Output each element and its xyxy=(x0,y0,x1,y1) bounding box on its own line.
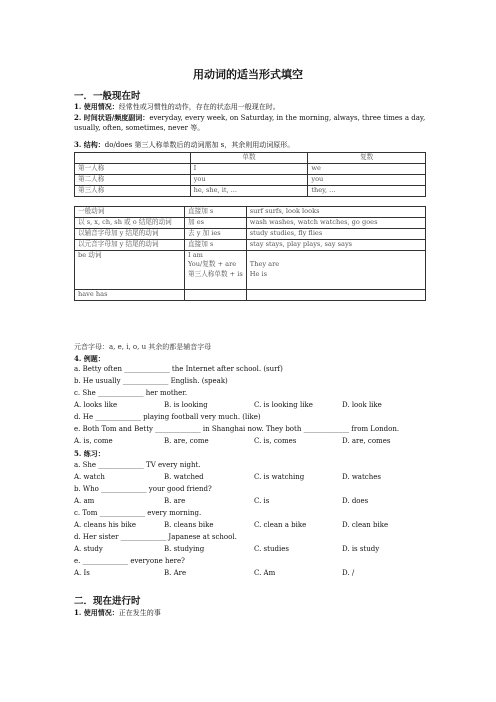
adverb-label: 2. 时间状语/频度副词： xyxy=(74,113,150,122)
table-cell: be 动词 xyxy=(75,251,185,290)
question-line: a. Betty often _____________ the Internet after school. (surf) xyxy=(74,365,283,373)
option-c: C. is watching xyxy=(254,473,305,481)
practice-heading: 5. 练习： xyxy=(74,449,105,458)
option-a: A. is, come xyxy=(74,437,113,445)
table-cell: 去 y 加 ies xyxy=(185,229,247,240)
verb-form-table xyxy=(74,206,426,301)
header-cell xyxy=(75,153,191,164)
section-2-usage-text: 正在发生的事 xyxy=(118,609,161,617)
option-a: A. am xyxy=(74,497,95,505)
option-b: B. are, come xyxy=(164,437,209,445)
question-line: d. He _____________ playing football very much. (like) xyxy=(74,413,261,421)
cell-line xyxy=(250,251,422,260)
cell-line: They are xyxy=(249,260,280,269)
table-row-be xyxy=(75,251,426,290)
table-cell: 加 es xyxy=(185,218,247,229)
structure-text: do/does 第三人称单数后的动词需加 s，其余则用动词原形。 xyxy=(104,141,295,149)
option-b: B. are xyxy=(164,497,186,505)
table-cell: 以 s, x, ch, sh 或 o 结尾的动词 xyxy=(75,218,185,229)
table-cell: 直接加 s xyxy=(185,240,247,251)
question-line: c. Tom _____________ every morning. xyxy=(74,509,202,517)
table-cell: 以辅音字母加 y 结尾的动词 xyxy=(75,229,185,240)
option-c: C. clean a bike xyxy=(254,521,307,529)
structure-label: 3. 结构： xyxy=(74,140,105,149)
table-cell: 直接加 s xyxy=(185,207,247,218)
option-d: D. watches xyxy=(342,473,381,481)
adverb-text: everyday, every week, on Saturday, in the morning, always, three times a day, usually, often, sometimes, never 等。 xyxy=(74,114,426,132)
section-2-heading: 二．现在进行时 xyxy=(74,596,141,607)
table-cell xyxy=(185,290,247,301)
table-cell: 第三人称 xyxy=(75,186,191,197)
option-b: B. studying xyxy=(164,545,205,553)
table-cell: stay stays, play plays, say says xyxy=(246,240,425,251)
table-cell xyxy=(185,251,247,290)
table-cell: they, ... xyxy=(308,186,426,197)
table-row xyxy=(75,229,426,240)
option-a: A. study xyxy=(74,545,103,553)
structure-line xyxy=(74,140,294,150)
cell-line: 第三人称单数 + is xyxy=(188,269,243,278)
adverb-paragraph xyxy=(74,113,426,133)
option-c: C. is looking like xyxy=(254,401,313,409)
table-row xyxy=(75,207,426,218)
table-row xyxy=(75,218,426,229)
option-b: B. cleans bike xyxy=(164,521,214,529)
table-cell: we xyxy=(308,164,426,175)
option-b: B. Are xyxy=(164,569,187,577)
usage-label: 1. 使用情况： xyxy=(74,102,119,111)
table-row xyxy=(75,175,426,186)
option-a: A. Is xyxy=(74,569,90,577)
table-row xyxy=(75,186,426,197)
question-line: c. She _____________ her mother. xyxy=(74,389,188,397)
table-cell xyxy=(246,290,425,301)
table-cell: 以元音字母加 y 结尾的动词 xyxy=(75,240,185,251)
table-cell: 一般动词 xyxy=(75,207,185,218)
option-a: A. watch xyxy=(74,473,105,481)
person-table xyxy=(74,152,426,197)
table-row xyxy=(75,240,426,251)
question-line: b. He usually _____________ English. (speak) xyxy=(74,377,228,385)
option-c: C. Am xyxy=(254,569,276,577)
option-d: D. / xyxy=(342,569,355,577)
option-c: C. studies xyxy=(254,545,289,553)
option-d: D. look like xyxy=(342,401,382,409)
person-table-header xyxy=(75,153,426,164)
usage-text: 经常性或习惯性的动作，存在的状态用一般现在时。 xyxy=(118,103,280,111)
question-line: a. She _____________ TV every night. xyxy=(74,461,201,469)
option-c: C. is xyxy=(254,497,270,505)
question-line: e. Both Tom and Betty _____________ in Shanghai now. They both _____________ from London. xyxy=(74,425,400,433)
option-c: C. is, comes xyxy=(254,437,297,445)
cell-line: You/复数 + are xyxy=(188,260,237,269)
option-d: D. does xyxy=(342,497,369,505)
option-b: B. is looking xyxy=(164,401,208,409)
vowel-note: 元音字母：a, e, i, o, u 其余的都是辅音字母 xyxy=(74,343,212,351)
table-cell xyxy=(246,251,425,290)
section-2-usage-label: 1. 使用情况： xyxy=(74,608,119,617)
option-a: A. looks like xyxy=(74,401,118,409)
option-a: A. cleans his bike xyxy=(74,521,136,529)
header-cell: 复数 xyxy=(308,153,426,164)
option-d: D. is study xyxy=(342,545,380,553)
document-title: 用动词的适当形式填空 xyxy=(193,68,303,81)
option-d: D. are, comes xyxy=(342,437,391,445)
table-cell: 第一人称 xyxy=(75,164,191,175)
section-2-usage-line xyxy=(74,608,161,618)
table-cell: you xyxy=(308,175,426,186)
cell-line: I am xyxy=(188,251,203,259)
table-cell: study studies, fly flies xyxy=(246,229,425,240)
option-b: B. watched xyxy=(164,473,204,481)
header-cell: 单数 xyxy=(190,153,308,164)
table-cell: wash washes, watch watches, go goes xyxy=(246,218,425,229)
cell-line: He is xyxy=(249,269,268,278)
table-cell: have has xyxy=(75,290,185,301)
question-line: e. _____________ everyone here? xyxy=(74,557,185,565)
table-cell: I xyxy=(190,164,308,175)
option-d: D. clean bike xyxy=(342,521,389,529)
question-line: d. Her sister _____________ Japanese at school. xyxy=(74,533,237,541)
table-cell: surf surfs, look looks xyxy=(246,207,425,218)
table-cell: he, she, it, ... xyxy=(190,186,308,197)
examples-heading: 4. 例题： xyxy=(74,354,105,363)
question-line: b. Who _____________ your good friend? xyxy=(74,485,212,493)
section-1-heading: 一．一般现在时 xyxy=(74,91,141,102)
table-row xyxy=(75,164,426,175)
table-cell: 第二人称 xyxy=(75,175,191,186)
table-row xyxy=(75,290,426,301)
usage-line xyxy=(74,102,280,112)
table-cell: you xyxy=(190,175,308,186)
